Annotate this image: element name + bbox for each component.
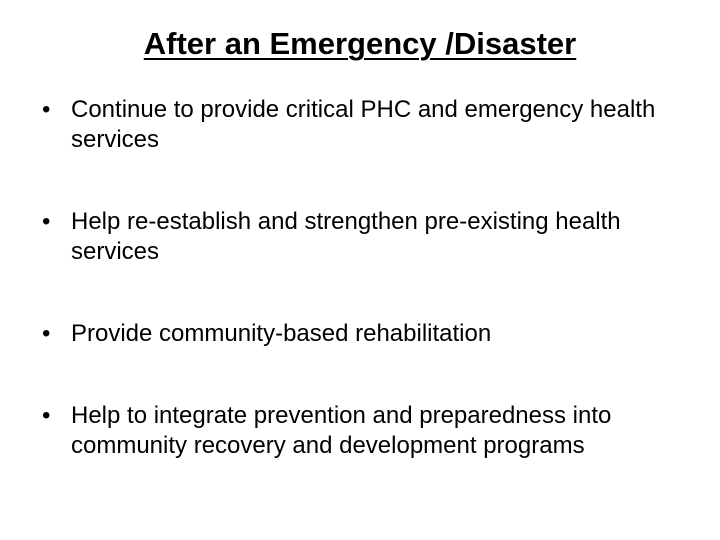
- slide-title-text: After an Emergency /Disaster: [143, 26, 577, 61]
- bullet-dot-icon: •: [42, 402, 51, 429]
- bullet-dot-icon: •: [42, 96, 51, 123]
- bullet-item: [42, 207, 672, 267]
- bullet-item: [42, 401, 672, 461]
- bullet-dot-icon: •: [42, 320, 51, 347]
- bullet-item: [42, 319, 672, 349]
- bullet-text: Help to integrate prevention and preparedness into community recovery and development programs: [71, 402, 612, 459]
- bullet-text: Help re-establish and strengthen pre-existing health services: [71, 208, 621, 265]
- slide-title: [0, 22, 720, 66]
- bullet-text: Provide community-based rehabilitation: [71, 320, 492, 347]
- bullet-dot-icon: •: [42, 208, 51, 235]
- bullet-text: Continue to provide critical PHC and emergency health services: [71, 96, 656, 153]
- bullet-item: [42, 95, 672, 155]
- bullet-list: [42, 95, 672, 513]
